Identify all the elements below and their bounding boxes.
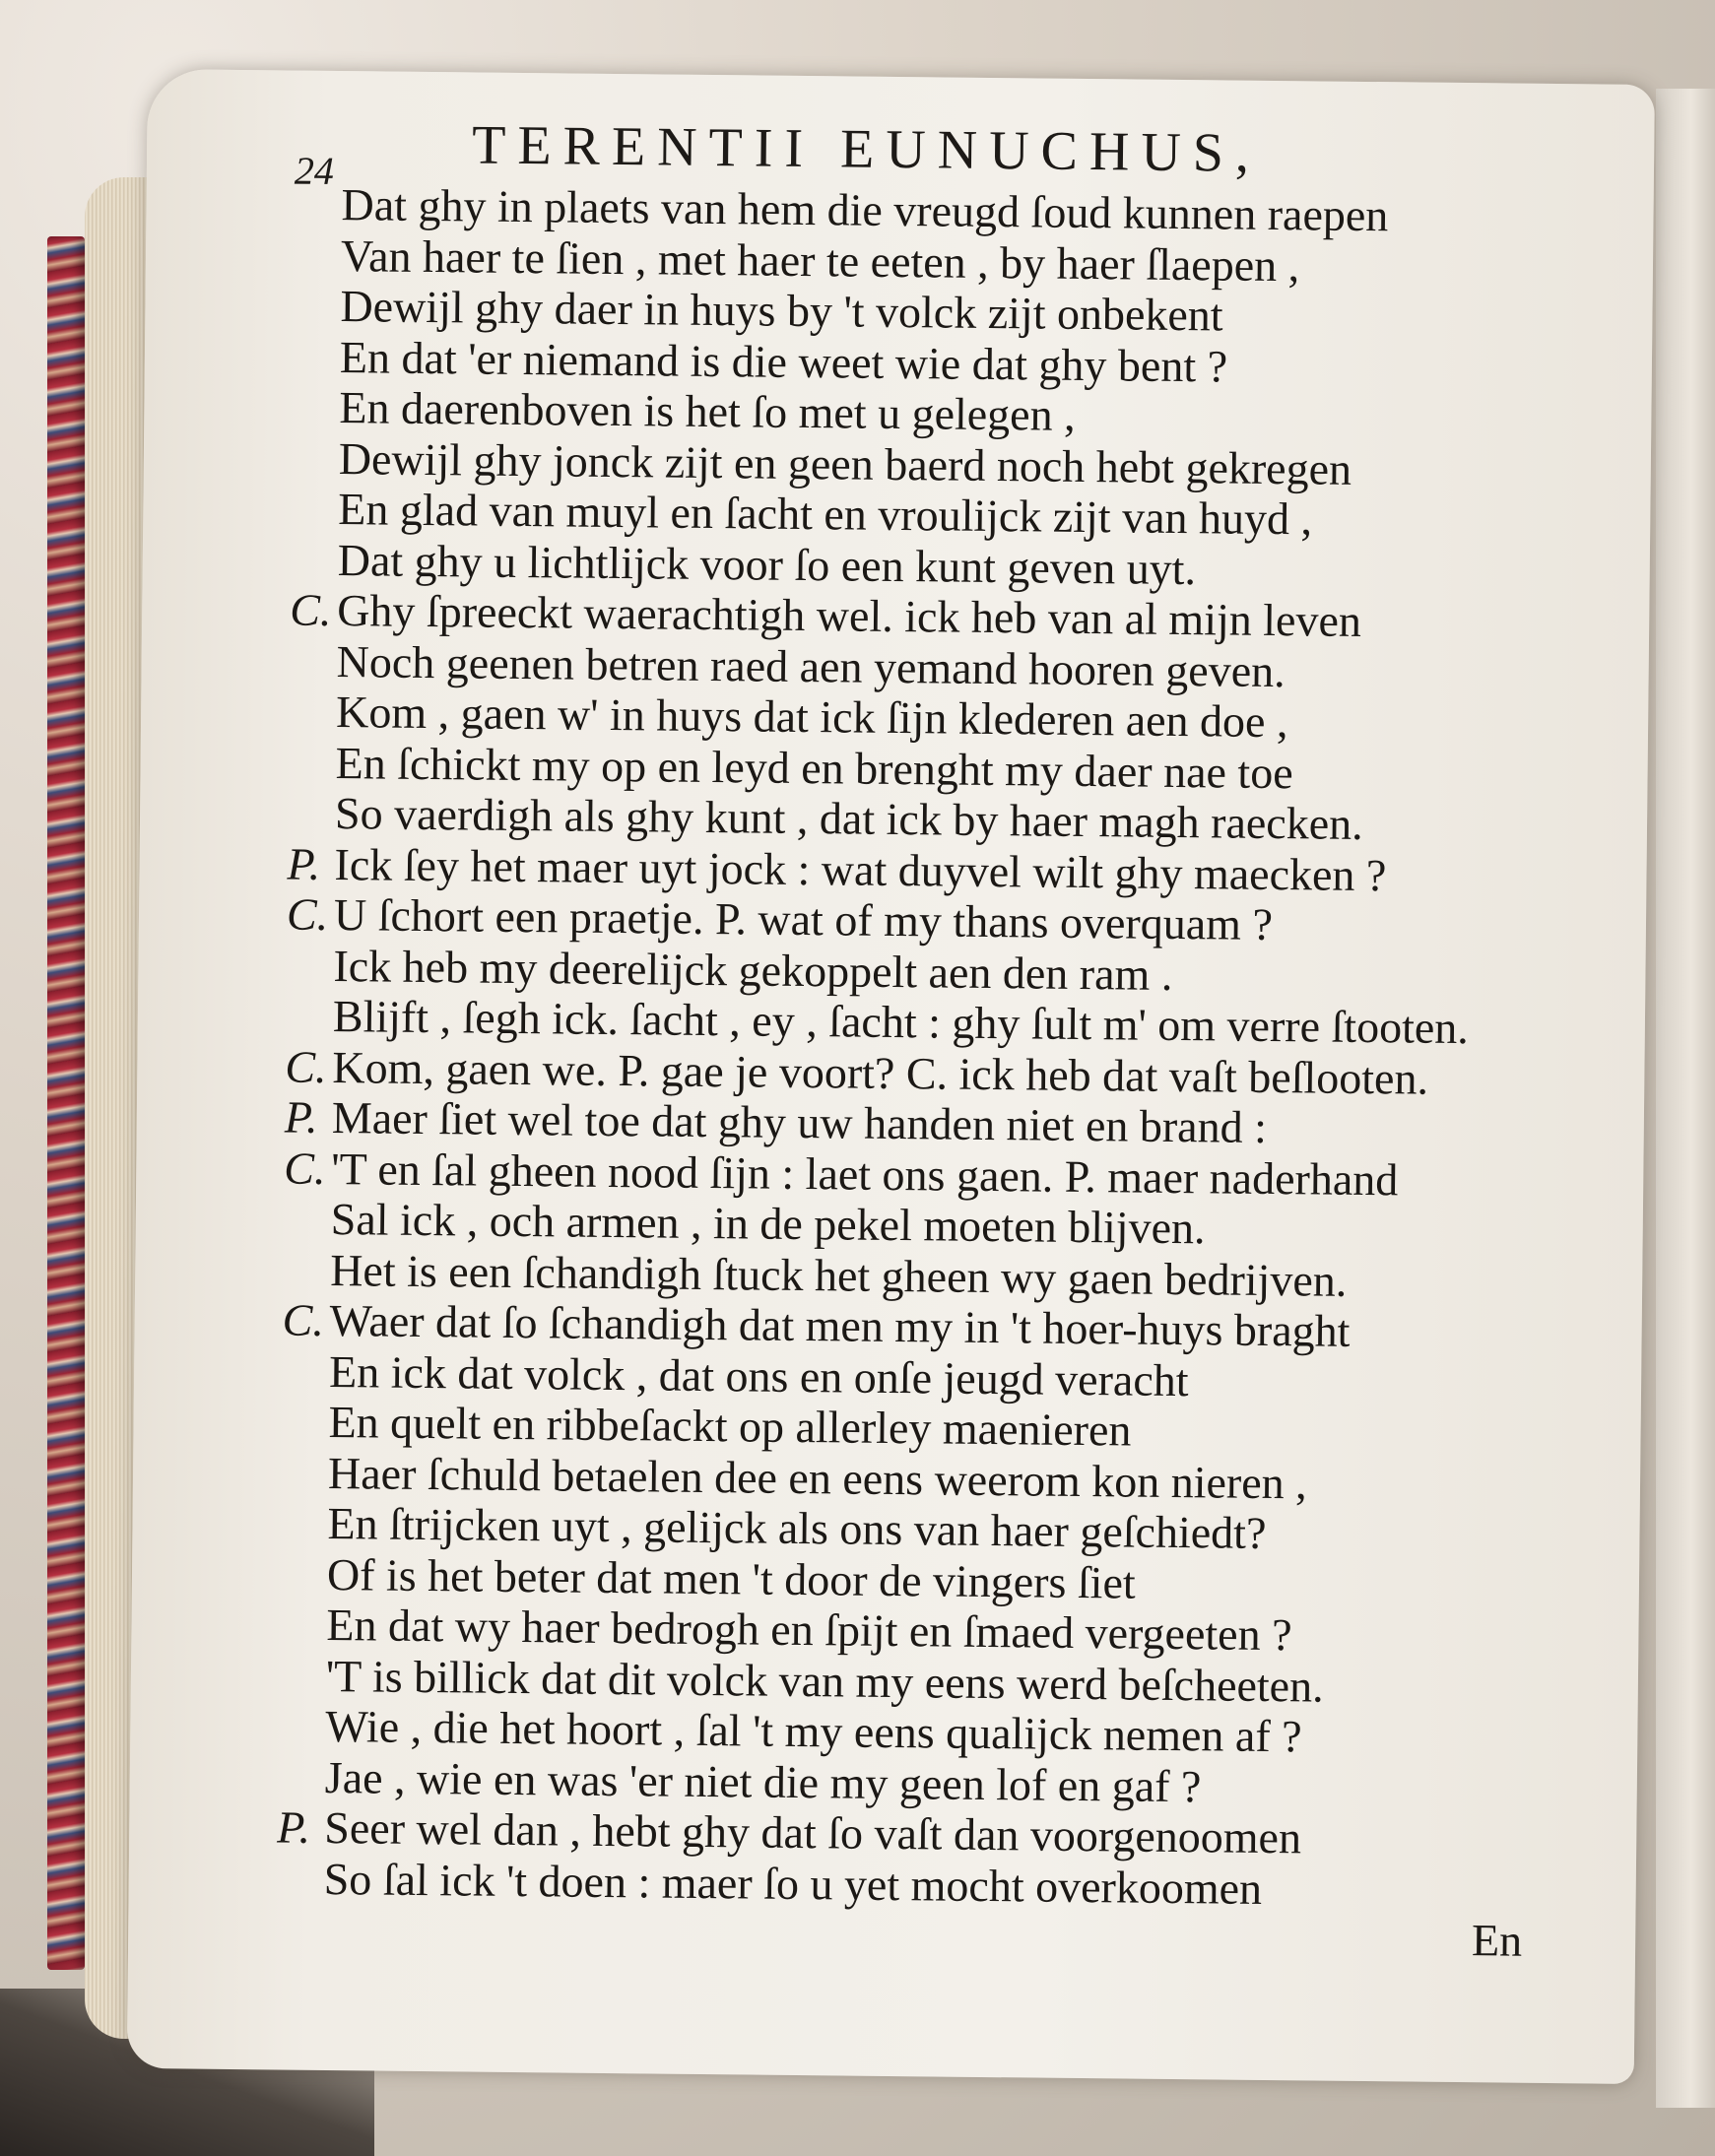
speaker-mark [284, 1244, 333, 1245]
verse-text: 'T is billick dat dit volck van my eens werd beſcheeten. [325, 1650, 1324, 1712]
verse-text: Of is het beter dat men 't door de vingers ſiet [326, 1548, 1136, 1608]
speaker-mark [282, 1345, 331, 1346]
speaker-mark [291, 534, 340, 535]
speaker-mark: C. [285, 1041, 327, 1092]
verse-text: En ick dat volck , dat ons en onſe jeugd veracht [328, 1345, 1189, 1405]
speaker-mark [281, 1447, 330, 1448]
verse-text: 'T en ſal gheen nood ſijn : laet ons gaen. P. maer naderhand [331, 1143, 1399, 1205]
verse-text: En quelt en ribbeſackt op allerley maenieren [328, 1396, 1132, 1456]
verse-text: En dat 'er niemand is die weet wie dat ghy bent ? [339, 331, 1228, 391]
speaker-mark [287, 940, 336, 941]
marbled-fore-edge [47, 236, 85, 1970]
speaker-mark [280, 1548, 329, 1549]
verse-text: Kom , gaen w' in huys dat ick ſijn klederen aen doe , [335, 686, 1288, 748]
speaker-mark: P. [287, 838, 321, 889]
speaker-mark [279, 1700, 328, 1701]
speaker-mark [292, 484, 341, 485]
verse-text: En glad van muyl en ſacht en vroulijck zijt van huyd , [338, 484, 1313, 545]
speaker-mark [294, 229, 343, 230]
speaker-mark [280, 1599, 329, 1600]
verse-text: Jae , wie en was 'er niet die my geen lof en gaf ? [324, 1751, 1202, 1811]
verse-text: Dewijl ghy jonck zijt en geen baerd noch hebt gekregen [338, 432, 1352, 494]
verse-text: Dat ghy u lichtlijck voor ſo een kunt geven uyt. [337, 534, 1197, 594]
speaker-mark: P. [284, 1091, 318, 1143]
verse-text: Het is een ſchandigh ſtuck het gheen wy gaen bedrijven. [329, 1244, 1348, 1306]
speaker-mark [293, 331, 342, 332]
verse-text-block [277, 179, 1674, 1919]
speaker-mark [294, 281, 343, 282]
speaker-mark: C. [286, 888, 329, 940]
speaker-mark: C. [284, 1143, 326, 1194]
verse-text: Sal ick , och armen , in de pekel moeten blijven. [330, 1194, 1206, 1254]
verse-text: Kom, gaen we. P. gae je voort? C. ick heb dat vaſt beſlooten. [332, 1041, 1429, 1104]
speaker-mark [293, 382, 342, 383]
page-number: 24 [294, 148, 335, 193]
verse-text: U ſchort een praetje. P. wat of my thans overquam ? [333, 889, 1274, 950]
verse-text: Maer ſiet wel toe dat ghy uw handen niet en brand : [331, 1092, 1268, 1152]
running-title: TERENTII EUNUCHUS, [471, 114, 1262, 184]
verse-text: Waer dat ſo ſchandigh dat men my in 't hoer-huys braght [329, 1295, 1351, 1356]
speaker-mark [295, 179, 344, 180]
speaker-mark [289, 686, 338, 687]
verse-text: Blijft , ſegh ick. ſacht , ey , ſacht : ghy ſult m' om verre ſtooten. [332, 991, 1470, 1054]
verse-text: Ghy ſpreeckt waerachtigh wel. ick heb van al mijn leven [336, 585, 1362, 646]
speaker-mark [288, 788, 337, 789]
verse-text: Ick heb my deerelijck gekoppelt aen den ram . [333, 940, 1173, 1000]
speaker-mark [292, 432, 341, 433]
verse-text: Wie , die het hoort , ſal 't my eens qualijck nemen af ? [325, 1700, 1302, 1762]
speaker-mark [278, 1751, 327, 1752]
verse-text: En ſchickt my op en leyd en brenght my daer nae toe [335, 737, 1293, 798]
verse-text: En dat wy haer bedrogh en ſpijt en ſmaed vergeeten ? [326, 1599, 1292, 1661]
speaker-mark [284, 1194, 333, 1195]
speaker-mark: C. [289, 584, 332, 635]
speaker-mark: C. [282, 1294, 325, 1345]
verse-text: En daerenboven is het ſo met u gelegen , [339, 382, 1076, 440]
verse-text: Haer ſchuld betaelen dee en eens weerom kon nieren , [327, 1447, 1307, 1508]
verse-text: Seer wel dan , hebt ghy dat ſo vaſt dan voorgenoomen [324, 1801, 1302, 1863]
speaker-mark [279, 1650, 328, 1651]
speaker-mark [286, 991, 335, 992]
verse-text: Dat ghy in plaets van hem die vreugd ſoud kunnen raepen [341, 179, 1389, 241]
book-page [127, 69, 1655, 2084]
verse-text: Dewijl ghy daer in huys by 't volck zijt onbekent [340, 281, 1223, 341]
speaker-mark [289, 737, 338, 738]
verse-text: So vaerdigh als ghy kunt , dat ick by haer magh raecken. [334, 788, 1363, 849]
verse-text: Van haer te ſien , met haer te eeten , by haer ſlaepen , [340, 229, 1300, 291]
speaker-mark: P. [277, 1801, 311, 1853]
speaker-mark [290, 635, 339, 636]
speaker-mark [277, 1853, 326, 1854]
catchword: En [1471, 1915, 1523, 1966]
verse-text: So ſal ick 't doen : maer ſo u yet mocht overkoomen [323, 1853, 1263, 1914]
verse-text: En ſtrijcken uyt , gelijck als ons van haer geſchiedt? [327, 1497, 1267, 1558]
verse-text: Ick ſey het maer uyt jock : wat duyvel wilt ghy maecken ? [334, 838, 1387, 900]
speaker-mark [281, 1497, 330, 1498]
verse-text: Noch geenen betren raed aen yemand hooren geven. [336, 635, 1286, 696]
speaker-mark [282, 1396, 331, 1397]
